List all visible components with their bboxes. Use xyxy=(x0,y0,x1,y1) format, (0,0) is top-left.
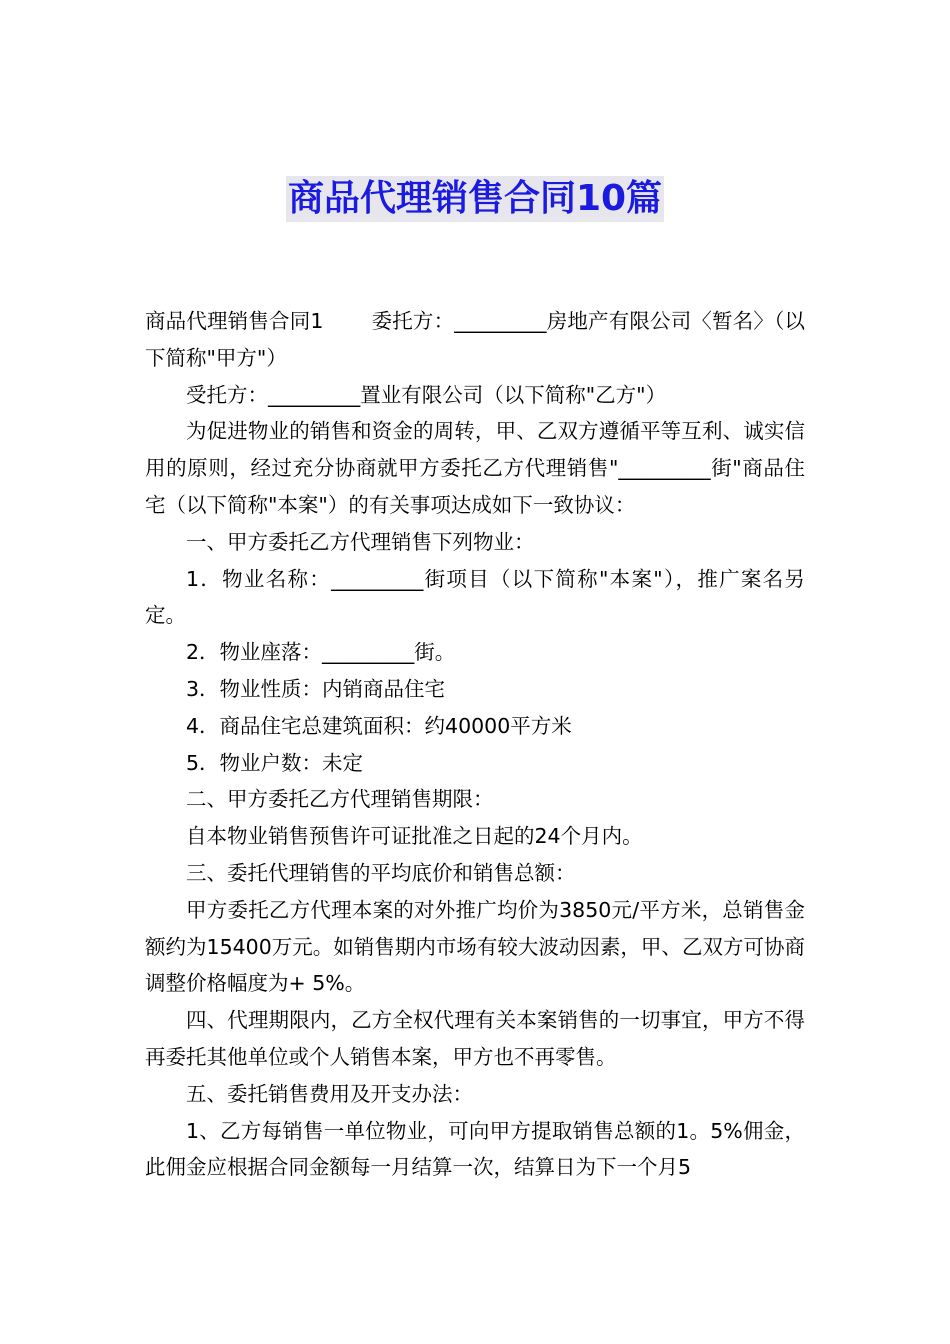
paragraph-price: 甲方委托乙方代理本案的对外推广均价为3850元/平方米，总销售金额约为15400万元。如销售期内市场有较大波动因素，甲、乙双方可协商调整价格幅度为+ 5%。 xyxy=(145,897,805,996)
section-heading-2: 二、甲方委托乙方代理销售期限： xyxy=(186,787,494,812)
document-body xyxy=(145,303,805,1186)
paragraph-commission: 1、乙方每销售一单位物业，可向甲方提取销售总额的1。5%佣金，此佣金应根据合同金额每一月结算一次，结算日为下一个月5 xyxy=(145,1118,805,1180)
paragraph-trustee: 受托方：_________置业有限公司（以下简称"乙方"） xyxy=(186,382,667,407)
client-party-text: 委托方：_________房地产有限公司〈暂名〉（以下简称"甲方"） xyxy=(145,309,806,370)
document-title: 商品代理销售合同10篇 xyxy=(286,176,664,222)
section-heading-3: 三、委托代理销售的平均底价和销售总额： xyxy=(186,860,576,885)
list-item-total-area: 4．商品住宅总建筑面积：约40000平方米 xyxy=(186,713,572,738)
list-item-property-location: 2．物业座落：_________街。 xyxy=(186,640,456,665)
section-heading-1: 一、甲方委托乙方代理销售下列物业： xyxy=(186,529,535,554)
title-container xyxy=(0,176,950,222)
section-heading-4: 四、代理期限内，乙方全权代理有关本案销售的一切事宜，甲方不得再委托其他单位或个人销售本案，甲方也不再零售。 xyxy=(145,1008,805,1069)
list-item-property-name: 1．物业名称：_________街项目（以下简称"本案"），推广案名另定。 xyxy=(145,566,805,628)
paragraph-purpose: 为促进物业的销售和资金的周转，甲、乙双方遵循平等互利、诚实信用的原则，经过充分协商就甲方委托乙方代理销售"_________街"商品住宅（以下简称"本案"）的有关事项达成如下一致协议： xyxy=(145,419,805,517)
paragraph-period: 自本物业销售预售许可证批准之日起的24个月内。 xyxy=(186,824,643,849)
section-heading-5: 五、委托销售费用及开支办法： xyxy=(186,1081,473,1106)
list-item-household-count: 5．物业户数：未定 xyxy=(186,750,364,775)
list-item-property-type: 3．物业性质：内销商品住宅 xyxy=(186,676,446,701)
paragraph-intro xyxy=(145,303,805,377)
contract-heading: 商品代理销售合同1 xyxy=(145,309,324,333)
